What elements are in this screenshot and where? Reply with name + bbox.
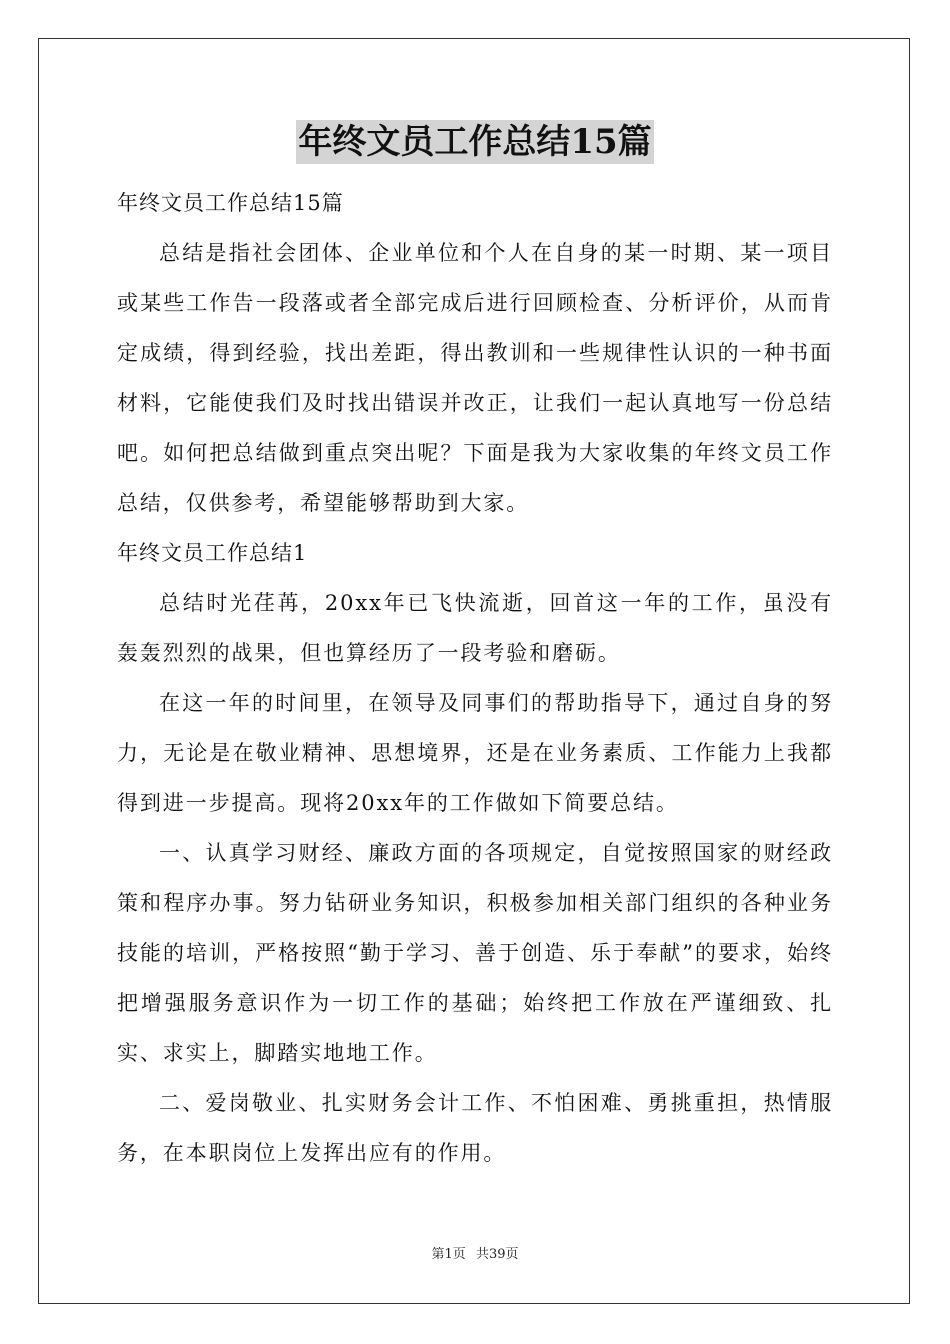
body-paragraph: 在这一年的时间里，在领导及同事们的帮助指导下，通过自身的努力，无论是在敬业精神、思想境界，还是在业务素质、工作能力上我都得到进一步提高。现将20xx年的工作做如下简要总结。 [117, 691, 833, 815]
document-body [117, 120, 833, 1178]
body-paragraph: 总结时光荏苒，20xx年已飞快流逝，回首这一年的工作，虽没有轰轰烈烈的战果，但也算经历了一段考验和磨砺。 [117, 591, 833, 665]
document-subtitle: 年终文员工作总结15篇 [117, 191, 344, 215]
page-total: 共39页 [475, 1247, 519, 1262]
page-number: 第1页 [431, 1247, 466, 1262]
page-footer [0, 1245, 950, 1265]
document-title: 年终文员工作总结15篇 [298, 122, 652, 162]
section-heading: 年终文员工作总结1 [117, 541, 308, 565]
body-paragraph: 二、爱岗敬业、扎实财务会计工作、不怕困难、勇挑重担，热情服务，在本职岗位上发挥出应有的作用。 [117, 1091, 833, 1165]
body-paragraph: 一、认真学习财经、廉政方面的各项规定，自觉按照国家的财经政策和程序办事。努力钻研业务知识，积极参加相关部门组织的各种业务技能的培训，严格按照“勤于学习、善于创造、乐于奉献”的要求，始终把增强服务意识作为一切工作的基础；始终把工作放在严谨细致、扎实、求实上，脚踏实地地工作。 [117, 841, 833, 1065]
title-container [117, 120, 833, 176]
intro-paragraph: 总结是指社会团体、企业单位和个人在自身的某一时期、某一项目或某些工作告一段落或者全部完成后进行回顾检查、分析评价，从而肯定成绩，得到经验，找出差距，得出教训和一些规律性认识的一种书面材料，它能使我们及时找出错误并改正，让我们一起认真地写一份总结吧。如何把总结做到重点突出呢？下面是我为大家收集的年终文员工作总结，仅供参考，希望能够帮助到大家。 [117, 241, 833, 515]
